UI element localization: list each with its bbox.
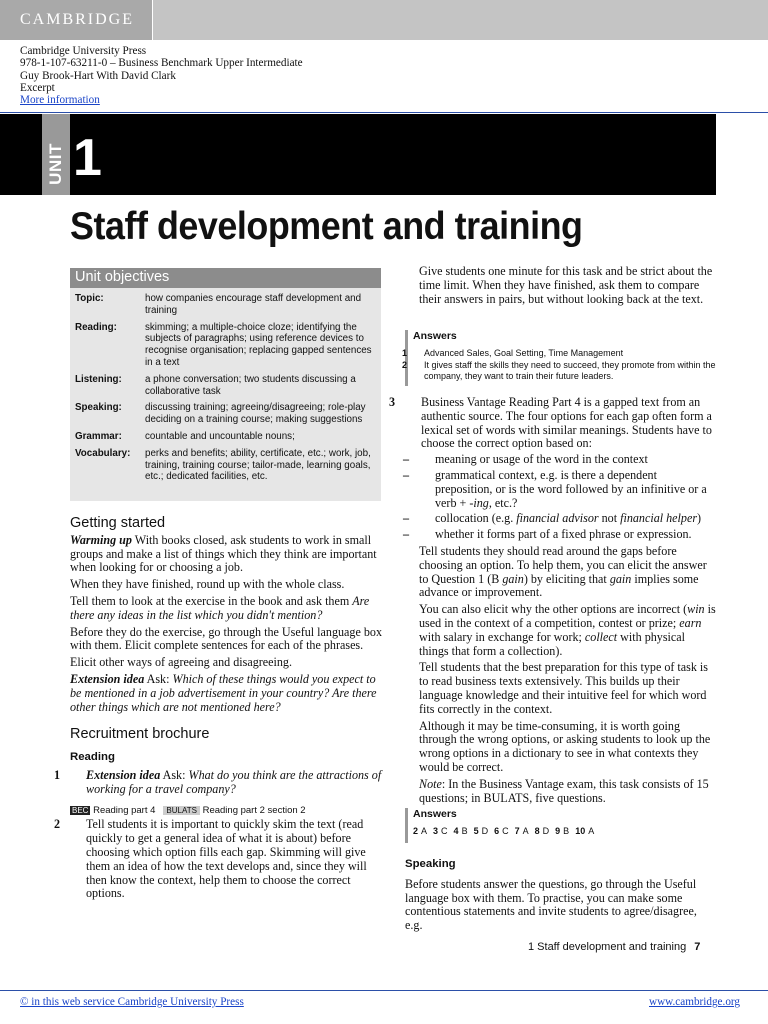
- answer-value: D: [542, 826, 550, 836]
- objective-value: a phone conversation; two students discussing a collaborative task: [145, 373, 356, 397]
- isbn-title: 978-1-107-63211-0 – Business Benchmark Upper Intermediate: [20, 57, 303, 70]
- objective-row: [70, 448, 381, 483]
- paragraph: Tell students they should read around the gaps before choosing an option. To help them, you can elicit the answer to Question 1 (B gain) by eliciting that gain implies some advance or improvement.: [419, 543, 707, 600]
- objective-row: [70, 431, 381, 443]
- answer-value: B: [563, 826, 570, 836]
- paragraph: Tell them to look at the exercise in the book and ask them Are there any ideas in the list which you didn't mention?: [70, 593, 370, 622]
- objective-value: countable and uncountable nouns;: [145, 430, 295, 442]
- list-item: 2 Tell students it is important to quickly skim the text (read quickly to get a general idea of what it is about) before choosing which option fills each gap. Skimming will give them an idea of how the text develops and, since they will then know the context, help them to choose the correct options.: [54, 817, 367, 901]
- page-number: 7: [694, 941, 701, 953]
- bullet-item: – collocation (e.g. financial advisor not financial helper): [403, 511, 702, 526]
- recruitment-brochure-heading: Recruitment brochure: [70, 726, 210, 743]
- answer-item: 1 Advanced Sales, Goal Setting, Time Management: [402, 348, 624, 358]
- answer-value: D: [481, 826, 489, 836]
- objective-key: Speaking:: [75, 402, 122, 414]
- answer-number: 2: [413, 826, 419, 836]
- publisher: Cambridge University Press: [20, 45, 147, 57]
- answer-number: 9: [555, 826, 561, 836]
- objective-value: perks and benefits; ability, certificate, etc.; work, job, training, training course; tailor-made, learning goals, etc.; dedicated facilities, etc.: [145, 447, 371, 483]
- extension-idea-paragraph: Extension idea Ask: Which of these things would you expect to be mentioned in a job advertisement in your country? Are there other things which are not mentioned here?: [70, 671, 377, 714]
- unit-banner: [0, 114, 716, 195]
- bec-badge: BEC: [72, 805, 89, 815]
- bullet-item: – meaning or usage of the word in the context: [403, 452, 648, 467]
- paragraph: Although it may be time-consuming, it is worth going through the wrong options, or asking students to look up the wrong options in a dictionary to see in what contexts they would be correct.: [419, 718, 711, 774]
- excerpt-label: Excerpt: [20, 81, 55, 94]
- right-column: [389, 395, 717, 805]
- unit-label: UNIT: [46, 143, 65, 185]
- answer-list: [413, 826, 717, 838]
- exam-tags: BEC Reading part 4 BULATS Reading part 2 section 2: [72, 804, 306, 816]
- list-item: 3 Business Vantage Reading Part 4 is a gapped text from an authentic source. The four options for each gap often form a lexical set of words with similar meanings. Students have to choose the correct option based on:: [389, 395, 712, 451]
- answer-value: C: [502, 826, 509, 836]
- objective-key: Grammar:: [75, 430, 122, 442]
- list-item: 1 Extension idea Ask: What do you think are the attractions of working for a travel company?: [54, 767, 382, 796]
- left-column: [54, 515, 382, 901]
- objective-key: Listening:: [75, 373, 122, 385]
- answers-heading: Answers: [413, 330, 457, 342]
- cambridge-logo: CAMBRIDGE: [0, 0, 153, 40]
- more-information-link[interactable]: More information: [20, 94, 100, 107]
- objective-value: skimming; a multiple-choice cloze; identifying the subjects of paragraphs; using reference devices to recognise organisation; replacing gapped sentences in a text: [145, 321, 372, 368]
- bulats-badge: BULATS: [163, 806, 200, 815]
- answers-heading: Answers: [413, 808, 457, 820]
- copyright-link[interactable]: © in this web service Cambridge University Press: [20, 996, 244, 1008]
- speaking-section: [405, 858, 717, 933]
- objective-key: Reading:: [75, 321, 117, 333]
- answer-value: B: [461, 826, 468, 836]
- answer-number: 3: [433, 826, 439, 836]
- answers-box-1: [402, 330, 717, 386]
- answer-item: 2 It gives staff the skills they need to succeed, they promote from within the company, they want to train their future leaders.: [402, 359, 716, 382]
- objective-row: [70, 402, 381, 426]
- paragraph: Tell students that the best preparation for this type of task is to read business texts extensively. This builds up their language knowledge and their intuitive feel for which word fits correctly in the context.: [419, 660, 709, 716]
- paragraph: You can also elicit why the other options are incorrect (win is used in the context of a competition, contest or prize; earn with salary in exchange for work; collect with physical things that form a collection).: [419, 602, 716, 658]
- authors: Guy Brook-Hart With David Clark: [20, 69, 176, 82]
- answer-number: 4: [453, 826, 459, 836]
- page-title: Staff development and training: [70, 205, 583, 248]
- answer-value: A: [522, 826, 529, 836]
- bullet-item: – grammatical context, e.g. is there a dependent preposition, or is the word followed by an infinitive or a verb + -ing, etc.?: [403, 467, 707, 510]
- objective-value: discussing training; agreeing/disagreeing; role-play deciding on a training course; making suggestions: [145, 402, 366, 426]
- answer-number: 10: [575, 826, 586, 836]
- book-meta: [20, 45, 303, 106]
- paragraph: Elicit other ways of agreeing and disagreeing.: [70, 655, 292, 670]
- answer-number: 8: [534, 826, 540, 836]
- objectives-heading: Unit objectives: [70, 268, 381, 288]
- note-paragraph: Note: In the Business Vantage exam, this task consists of 15 questions; in BULATS, five questions.: [419, 776, 709, 805]
- paragraph: Before students answer the questions, go through the Useful language box with them. To practise, you can make some contentious statements and invite students to agree/disagree, e.g.: [405, 876, 697, 933]
- objective-row: [70, 374, 381, 398]
- unit-number: 1: [73, 129, 102, 187]
- objective-row: [70, 293, 381, 317]
- top-rule: [0, 112, 768, 113]
- objective-value: how companies encourage staff development and training: [145, 293, 362, 316]
- bullet-item: – whether it forms part of a fixed phrase or expression.: [403, 527, 692, 542]
- answers-box-2: [405, 808, 717, 843]
- objective-key: Topic:: [75, 293, 104, 304]
- unit-objectives-box: [70, 268, 381, 501]
- bottom-rule: [0, 990, 768, 991]
- paragraph: When they have finished, round up with the whole class.: [70, 577, 345, 592]
- answer-number: 6: [494, 826, 500, 836]
- objective-row: [70, 322, 381, 369]
- answer-value: C: [441, 826, 448, 836]
- objective-key: Vocabulary:: [75, 447, 131, 459]
- answer-value: A: [421, 826, 428, 836]
- paragraph: Before they do the exercise, go through the Useful language box with them. Elicit complete sentences for each of the phrases.: [70, 624, 382, 653]
- reading-heading: Reading: [70, 751, 115, 764]
- running-title: 1 Staff development and training: [528, 941, 687, 953]
- speaking-heading: Speaking: [405, 858, 456, 870]
- getting-started-heading: Getting started: [70, 515, 166, 531]
- answer-value: A: [588, 826, 595, 836]
- answer-number: 5: [473, 826, 479, 836]
- page-footer: [528, 941, 700, 953]
- website-link[interactable]: www.cambridge.org: [649, 996, 741, 1008]
- answer-number: 7: [514, 826, 520, 836]
- right-intro-paragraph: Give students one minute for this task and be strict about the time limit. When they have finished, ask them to compare their answers in pairs, but without looking back at the text.: [419, 264, 713, 306]
- warming-up-paragraph: Warming up With books closed, ask students to work in small groups and make a list of things which they think are important when looking for or choosing a job.: [70, 532, 377, 575]
